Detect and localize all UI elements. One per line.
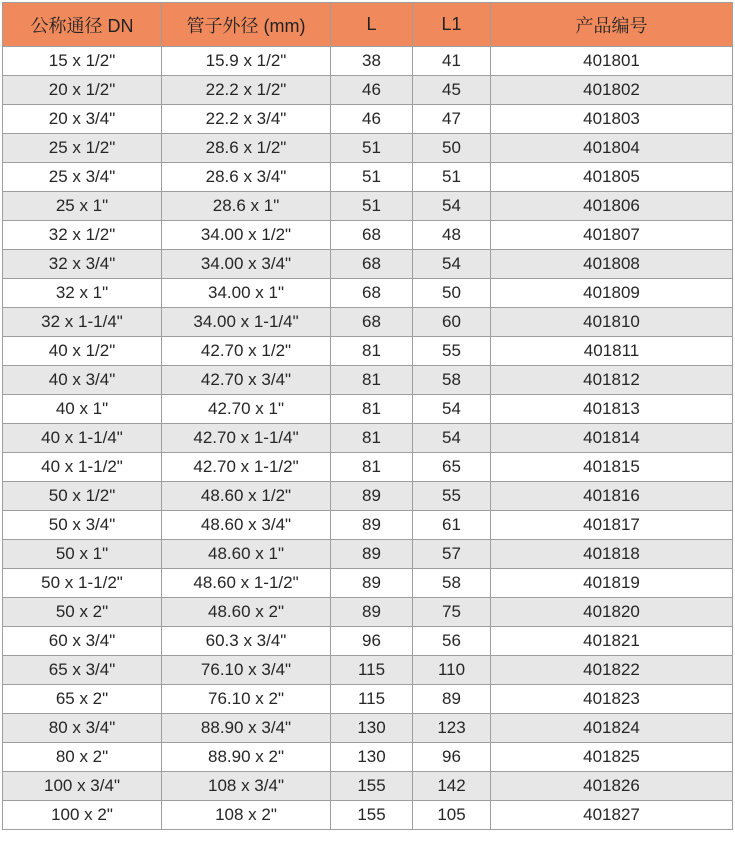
table-cell: 48.60 x 2" bbox=[162, 598, 331, 627]
table-cell: 47 bbox=[413, 105, 491, 134]
table-cell: 81 bbox=[331, 366, 413, 395]
table-cell: 28.6 x 1/2" bbox=[162, 134, 331, 163]
table-cell: 105 bbox=[413, 801, 491, 830]
table-cell: 34.00 x 3/4" bbox=[162, 250, 331, 279]
table-cell: 40 x 1-1/2" bbox=[3, 453, 162, 482]
table-cell: 80 x 2" bbox=[3, 743, 162, 772]
table-cell: 401819 bbox=[491, 569, 733, 598]
table-row bbox=[3, 714, 733, 743]
table-cell: 401804 bbox=[491, 134, 733, 163]
table-cell: 42.70 x 3/4" bbox=[162, 366, 331, 395]
table-cell: 25 x 1" bbox=[3, 192, 162, 221]
table-row bbox=[3, 105, 733, 134]
table-cell: 54 bbox=[413, 192, 491, 221]
table-row bbox=[3, 76, 733, 105]
table-cell: 65 bbox=[413, 453, 491, 482]
table-cell: 401815 bbox=[491, 453, 733, 482]
table-cell: 401803 bbox=[491, 105, 733, 134]
table-cell: 40 x 1" bbox=[3, 395, 162, 424]
table-cell: 76.10 x 2" bbox=[162, 685, 331, 714]
table-cell: 130 bbox=[331, 714, 413, 743]
table-cell: 60 x 3/4" bbox=[3, 627, 162, 656]
table-row bbox=[3, 395, 733, 424]
table-cell: 130 bbox=[331, 743, 413, 772]
table-cell: 81 bbox=[331, 424, 413, 453]
table-cell: 38 bbox=[331, 47, 413, 76]
table-cell: 401807 bbox=[491, 221, 733, 250]
table-cell: 80 x 3/4" bbox=[3, 714, 162, 743]
table-cell: 68 bbox=[331, 221, 413, 250]
table-cell: 54 bbox=[413, 424, 491, 453]
table-cell: 20 x 1/2" bbox=[3, 76, 162, 105]
table-cell: 46 bbox=[331, 76, 413, 105]
table-cell: 22.2 x 3/4" bbox=[162, 105, 331, 134]
table-cell: 81 bbox=[331, 453, 413, 482]
table-cell: 51 bbox=[331, 192, 413, 221]
table-row bbox=[3, 511, 733, 540]
header-col-pipe-outer-diameter: 管子外径 (mm) bbox=[162, 3, 331, 47]
table-row bbox=[3, 337, 733, 366]
table-cell: 142 bbox=[413, 772, 491, 801]
table-cell: 68 bbox=[331, 279, 413, 308]
table-cell: 401820 bbox=[491, 598, 733, 627]
table-cell: 401813 bbox=[491, 395, 733, 424]
table-cell: 100 x 2" bbox=[3, 801, 162, 830]
table-cell: 89 bbox=[331, 598, 413, 627]
table-cell: 155 bbox=[331, 801, 413, 830]
table-cell: 401810 bbox=[491, 308, 733, 337]
table-row bbox=[3, 482, 733, 511]
table-cell: 58 bbox=[413, 366, 491, 395]
table-cell: 22.2 x 1/2" bbox=[162, 76, 331, 105]
table-cell: 50 x 1-1/2" bbox=[3, 569, 162, 598]
table-cell: 108 x 3/4" bbox=[162, 772, 331, 801]
table-cell: 401801 bbox=[491, 47, 733, 76]
table-row bbox=[3, 772, 733, 801]
table-cell: 123 bbox=[413, 714, 491, 743]
table-cell: 60.3 x 3/4" bbox=[162, 627, 331, 656]
table-cell: 48.60 x 1" bbox=[162, 540, 331, 569]
table-cell: 55 bbox=[413, 482, 491, 511]
table-cell: 68 bbox=[331, 308, 413, 337]
table-cell: 40 x 1/2" bbox=[3, 337, 162, 366]
table-cell: 401821 bbox=[491, 627, 733, 656]
table-cell: 401816 bbox=[491, 482, 733, 511]
table-row bbox=[3, 627, 733, 656]
table-cell: 76.10 x 3/4" bbox=[162, 656, 331, 685]
table-cell: 81 bbox=[331, 337, 413, 366]
table-cell: 57 bbox=[413, 540, 491, 569]
table-cell: 51 bbox=[413, 163, 491, 192]
table-cell: 51 bbox=[331, 134, 413, 163]
table-cell: 89 bbox=[331, 482, 413, 511]
table-cell: 65 x 3/4" bbox=[3, 656, 162, 685]
table-cell: 81 bbox=[331, 395, 413, 424]
table-row bbox=[3, 569, 733, 598]
table-cell: 100 x 3/4" bbox=[3, 772, 162, 801]
table-cell: 42.70 x 1-1/2" bbox=[162, 453, 331, 482]
table-cell: 401806 bbox=[491, 192, 733, 221]
table-cell: 20 x 3/4" bbox=[3, 105, 162, 134]
header-col-l: L bbox=[331, 3, 413, 47]
table-cell: 48.60 x 1/2" bbox=[162, 482, 331, 511]
table-cell: 32 x 3/4" bbox=[3, 250, 162, 279]
table-cell: 401824 bbox=[491, 714, 733, 743]
table-row bbox=[3, 656, 733, 685]
table-cell: 48.60 x 3/4" bbox=[162, 511, 331, 540]
table-cell: 401805 bbox=[491, 163, 733, 192]
table-cell: 61 bbox=[413, 511, 491, 540]
table-cell: 401818 bbox=[491, 540, 733, 569]
table-cell: 48.60 x 1-1/2" bbox=[162, 569, 331, 598]
header-row bbox=[3, 3, 733, 47]
table-cell: 401826 bbox=[491, 772, 733, 801]
table-row bbox=[3, 163, 733, 192]
table-cell: 401823 bbox=[491, 685, 733, 714]
table-cell: 115 bbox=[331, 685, 413, 714]
table-cell: 15.9 x 1/2" bbox=[162, 47, 331, 76]
table-row bbox=[3, 743, 733, 772]
table-row bbox=[3, 453, 733, 482]
table-cell: 401822 bbox=[491, 656, 733, 685]
table-cell: 56 bbox=[413, 627, 491, 656]
table-body bbox=[3, 47, 733, 830]
table-row bbox=[3, 598, 733, 627]
table-cell: 50 x 2" bbox=[3, 598, 162, 627]
table-cell: 401811 bbox=[491, 337, 733, 366]
table-row bbox=[3, 540, 733, 569]
table-cell: 28.6 x 3/4" bbox=[162, 163, 331, 192]
table-cell: 40 x 3/4" bbox=[3, 366, 162, 395]
table-cell: 96 bbox=[413, 743, 491, 772]
table-cell: 54 bbox=[413, 250, 491, 279]
table-cell: 88.90 x 3/4" bbox=[162, 714, 331, 743]
table-cell: 45 bbox=[413, 76, 491, 105]
table-cell: 15 x 1/2" bbox=[3, 47, 162, 76]
table-cell: 401809 bbox=[491, 279, 733, 308]
table-cell: 401825 bbox=[491, 743, 733, 772]
table-cell: 50 x 3/4" bbox=[3, 511, 162, 540]
table-cell: 54 bbox=[413, 395, 491, 424]
table-cell: 50 x 1" bbox=[3, 540, 162, 569]
table-cell: 115 bbox=[331, 656, 413, 685]
table-cell: 50 x 1/2" bbox=[3, 482, 162, 511]
table-cell: 50 bbox=[413, 134, 491, 163]
table-row bbox=[3, 279, 733, 308]
table-row bbox=[3, 685, 733, 714]
table-cell: 48 bbox=[413, 221, 491, 250]
table-cell: 32 x 1" bbox=[3, 279, 162, 308]
table-cell: 108 x 2" bbox=[162, 801, 331, 830]
table-cell: 89 bbox=[331, 569, 413, 598]
table-cell: 34.00 x 1/2" bbox=[162, 221, 331, 250]
table-cell: 32 x 1-1/4" bbox=[3, 308, 162, 337]
table-cell: 34.00 x 1-1/4" bbox=[162, 308, 331, 337]
table-cell: 110 bbox=[413, 656, 491, 685]
table-cell: 28.6 x 1" bbox=[162, 192, 331, 221]
table-cell: 401808 bbox=[491, 250, 733, 279]
table-cell: 89 bbox=[413, 685, 491, 714]
table-row bbox=[3, 308, 733, 337]
table-cell: 60 bbox=[413, 308, 491, 337]
table-row bbox=[3, 366, 733, 395]
table-cell: 51 bbox=[331, 163, 413, 192]
table-cell: 96 bbox=[331, 627, 413, 656]
table-cell: 75 bbox=[413, 598, 491, 627]
table-cell: 155 bbox=[331, 772, 413, 801]
table-row bbox=[3, 801, 733, 830]
product-spec-table bbox=[2, 2, 733, 830]
table-cell: 46 bbox=[331, 105, 413, 134]
header-col-product-code: 产品编号 bbox=[491, 3, 733, 47]
table-cell: 25 x 3/4" bbox=[3, 163, 162, 192]
table-row bbox=[3, 134, 733, 163]
table-row bbox=[3, 250, 733, 279]
table-cell: 40 x 1-1/4" bbox=[3, 424, 162, 453]
table-cell: 401827 bbox=[491, 801, 733, 830]
header-col-l1: L1 bbox=[413, 3, 491, 47]
table-cell: 89 bbox=[331, 540, 413, 569]
table-cell: 50 bbox=[413, 279, 491, 308]
table-cell: 68 bbox=[331, 250, 413, 279]
table-cell: 58 bbox=[413, 569, 491, 598]
table-cell: 401812 bbox=[491, 366, 733, 395]
table-cell: 401814 bbox=[491, 424, 733, 453]
table-cell: 25 x 1/2" bbox=[3, 134, 162, 163]
table-cell: 42.70 x 1" bbox=[162, 395, 331, 424]
table-row bbox=[3, 192, 733, 221]
table-cell: 65 x 2" bbox=[3, 685, 162, 714]
table-row bbox=[3, 47, 733, 76]
table-row bbox=[3, 221, 733, 250]
table-cell: 401817 bbox=[491, 511, 733, 540]
header-col-nominal-diameter: 公称通径 DN bbox=[3, 3, 162, 47]
table-cell: 88.90 x 2" bbox=[162, 743, 331, 772]
table-cell: 401802 bbox=[491, 76, 733, 105]
table-cell: 42.70 x 1/2" bbox=[162, 337, 331, 366]
table-cell: 42.70 x 1-1/4" bbox=[162, 424, 331, 453]
table-cell: 34.00 x 1" bbox=[162, 279, 331, 308]
table-cell: 89 bbox=[331, 511, 413, 540]
table-cell: 41 bbox=[413, 47, 491, 76]
table-cell: 32 x 1/2" bbox=[3, 221, 162, 250]
table-cell: 55 bbox=[413, 337, 491, 366]
table-row bbox=[3, 424, 733, 453]
